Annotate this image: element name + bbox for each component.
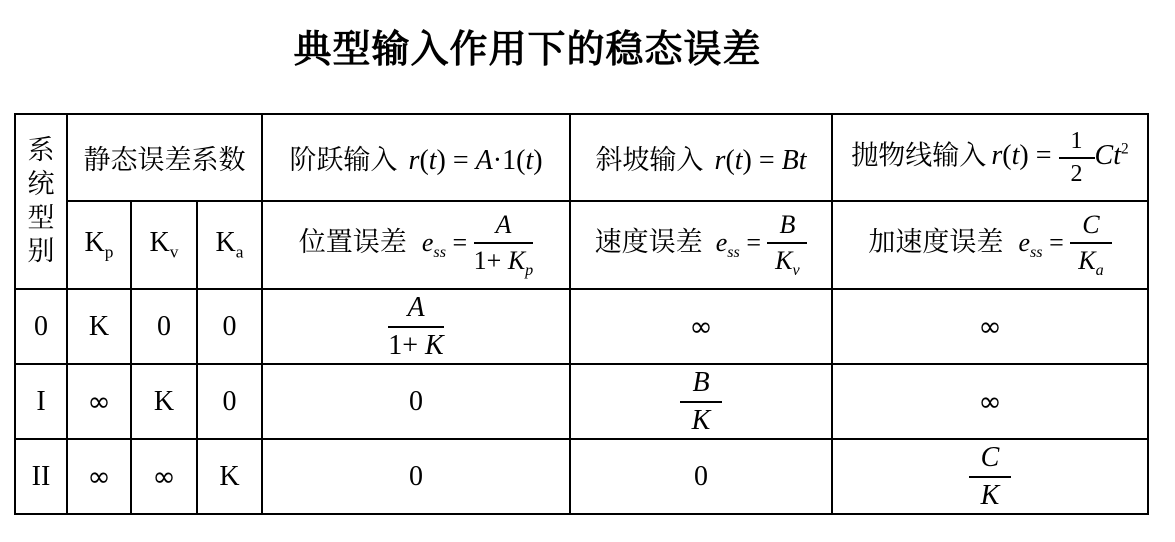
- table-row: [15, 289, 1148, 364]
- ramp-input-label: 斜坡输入: [595, 145, 704, 176]
- velocity-error-label: 速度误差: [594, 226, 703, 258]
- table-row: [15, 439, 1148, 514]
- ramp-error-cell: 0: [570, 439, 832, 514]
- parabola-error-cell: $\frac{C}{K}$: [832, 439, 1148, 514]
- ka-cell: 0: [197, 364, 262, 439]
- step-error-cell: $\frac{A}{1+ K}$: [262, 289, 570, 364]
- position-error-label: 位置误差: [298, 226, 407, 258]
- type-cell: I: [15, 364, 67, 439]
- parabola-error-cell: ∞: [832, 364, 1148, 439]
- step-input-label: 阶跃输入: [289, 145, 398, 176]
- table-row: [15, 364, 1148, 439]
- ramp-error-cell: ∞: [570, 289, 832, 364]
- ramp-error-cell: $\frac{B}{K}$: [570, 364, 832, 439]
- step-input-formula: r(t) = A·1(t): [408, 145, 543, 176]
- ka-header: $K_a$: [197, 201, 262, 289]
- step-error-cell: 0: [262, 439, 570, 514]
- kp-cell: K: [67, 289, 131, 364]
- kv-cell: K: [131, 364, 197, 439]
- ka-cell: K: [197, 439, 262, 514]
- system-type-label-text: 系统型别: [27, 135, 55, 268]
- coef-header: 静态误差系数: [67, 114, 262, 201]
- kv-cell: 0: [131, 289, 197, 364]
- position-error-formula: 位置误差 $e_{ss}$ = $\frac{A}{1+ K_p}$: [262, 201, 570, 289]
- parabola-error-cell: ∞: [832, 289, 1148, 364]
- ramp-input-header: [570, 114, 832, 201]
- steady-state-error-table: [14, 113, 1149, 515]
- header-row-2: [15, 201, 1148, 289]
- parabola-input-formula: r(t) = $\frac{1}{2}$ Ct$^2$: [991, 127, 1129, 187]
- kv-cell: ∞: [131, 439, 197, 514]
- parabola-input-label: 抛物线输入: [851, 139, 987, 171]
- kv-header: $K_v$: [131, 201, 197, 289]
- type-cell: II: [15, 439, 67, 514]
- system-type-label: [16, 134, 66, 269]
- ka-cell: 0: [197, 289, 262, 364]
- kp-cell: ∞: [67, 364, 131, 439]
- system-type-header: [15, 114, 67, 289]
- ramp-input-formula: r(t) = Bt: [714, 145, 807, 176]
- acceleration-error-formula: 加速度误差 $e_{ss}$ = $\frac{C}{K_a}$: [832, 201, 1148, 289]
- type-cell: 0: [15, 289, 67, 364]
- parabola-input-header: [832, 114, 1148, 201]
- page-title: 典型输入作用下的稳态误差: [293, 26, 762, 71]
- kp-cell: ∞: [67, 439, 131, 514]
- step-input-header: [262, 114, 570, 201]
- velocity-error-formula: 速度误差 $e_{ss}$ = $\frac{B}{K_v}$: [570, 201, 832, 289]
- header-row-1: [15, 114, 1148, 201]
- step-error-cell: 0: [262, 364, 570, 439]
- kp-header: $K_p$: [67, 201, 131, 289]
- acceleration-error-label: 加速度误差: [868, 226, 1004, 258]
